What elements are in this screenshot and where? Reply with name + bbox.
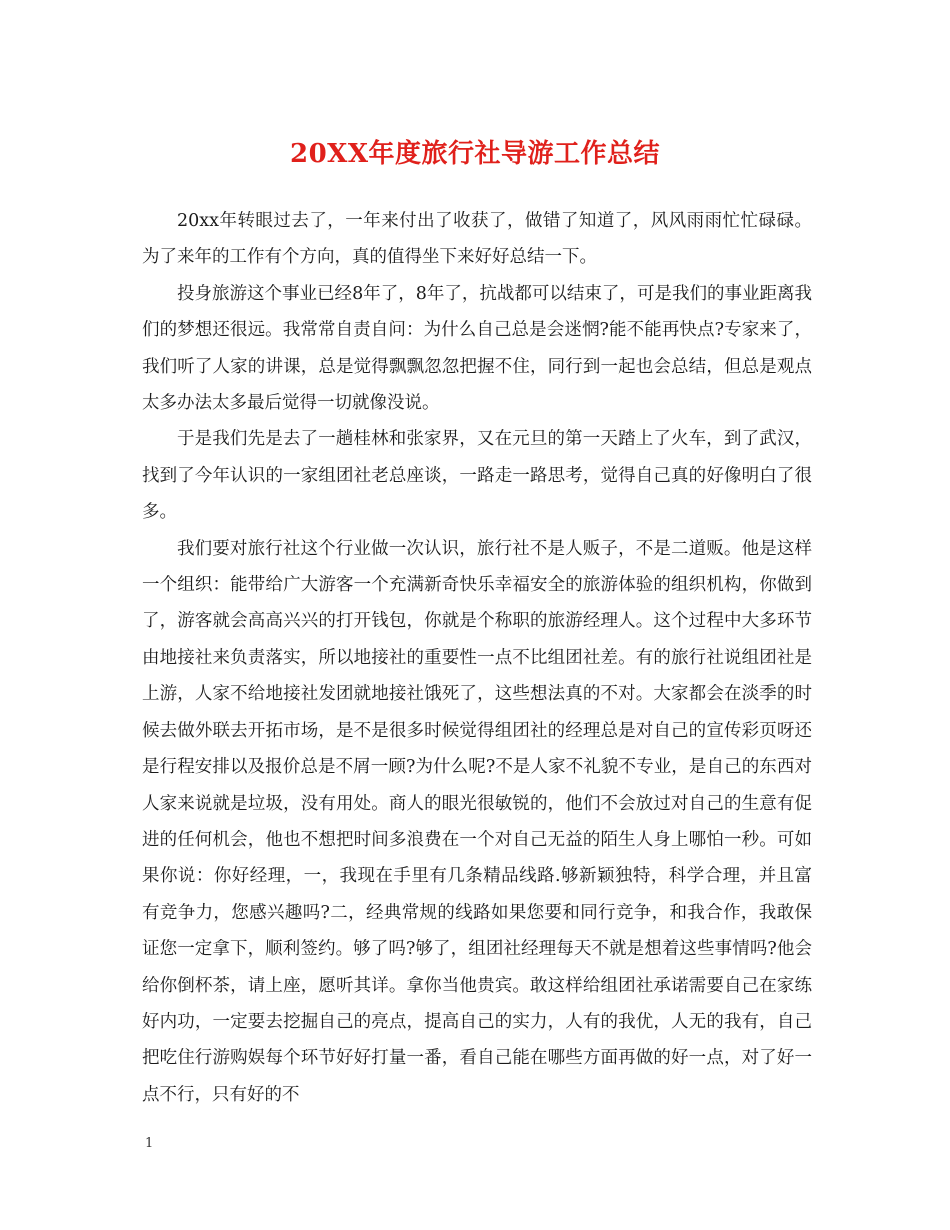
document-body <box>142 203 812 1113</box>
paragraph-4: 我们要对旅行社这个行业做一次认识，旅行社不是人贩子，不是二道贩。他是这样一个组织：能带给广大游客一个充满新奇快乐幸福安全的旅游体验的组织机构，你做到了，游客就会高高兴兴的打开钱包，你就是个称职的旅游经理人。这个过程中大多环节由地接社来负责落实，所以地接社的重要性一点不比组团社差。有的旅行社说组团社是上游，人家不给地接社发团就地接社饿死了，这些想法真的不对。大家都会在淡季的时候去做外联去开拓市场，是不是很多时候觉得组团社的经理总是对自己的宣传彩页呀还是行程安排以及报价总是不屑一顾?为什么呢?不是人家不礼貌不专业，是自己的东西对人家来说就是垃圾，没有用处。商人的眼光很敏锐的，他们不会放过对自己的生意有促进的任何机会，他也不想把时间多浪费在一个对自己无益的陌生人身上哪怕一秒。可如果你说：你好经理，一，我现在手里有几条精品线路.够新颖独特，科学合理，并且富有竞争力，您感兴趣吗?二，经典常规的线路如果您要和同行竞争，和我合作，我敢保证您一定拿下，顺利签约。够了吗?够了，组团社经理每天不就是想着这些事情吗?他会给你倒杯茶，请上座，愿听其详。拿你当他贵宾。敢这样给组团社承诺需要自己在家练好内功，一定要去挖掘自己的亮点，提高自己的实力，人有的我优，人无的我有，自己把吃住行游购娱每个环节好好打量一番，看自己能在哪些方面再做的好一点，对了好一点不行，只有好的不 <box>142 538 812 1105</box>
page-number: 1 <box>145 1136 154 1151</box>
document-title: 20XX年度旅行社导游工作总结 <box>289 139 661 169</box>
paragraph-3: 于是我们先是去了一趟桂林和张家界，又在元旦的第一天踏上了火车，到了武汉，找到了今年认识的一家组团社老总座谈，一路走一路思考，觉得自己真的好像明白了很多。 <box>142 429 812 523</box>
paragraph-1: 20xx年转眼过去了，一年来付出了收获了，做错了知道了，风风雨雨忙忙碌碌。为了来年的工作有个方向，真的值得坐下来好好总结一下。 <box>142 211 812 268</box>
paragraph-2: 投身旅游这个事业已经8年了，8年了，抗战都可以结束了，可是我们的事业距离我们的梦想还很远。我常常自责自问：为什么自己总是会迷惘?能不能再快点?专家来了，我们听了人家的讲课，总是觉得飘飘忽忽把握不住，同行到一起也会总结，但总是观点太多办法太多最后觉得一切就像没说。 <box>142 283 812 414</box>
